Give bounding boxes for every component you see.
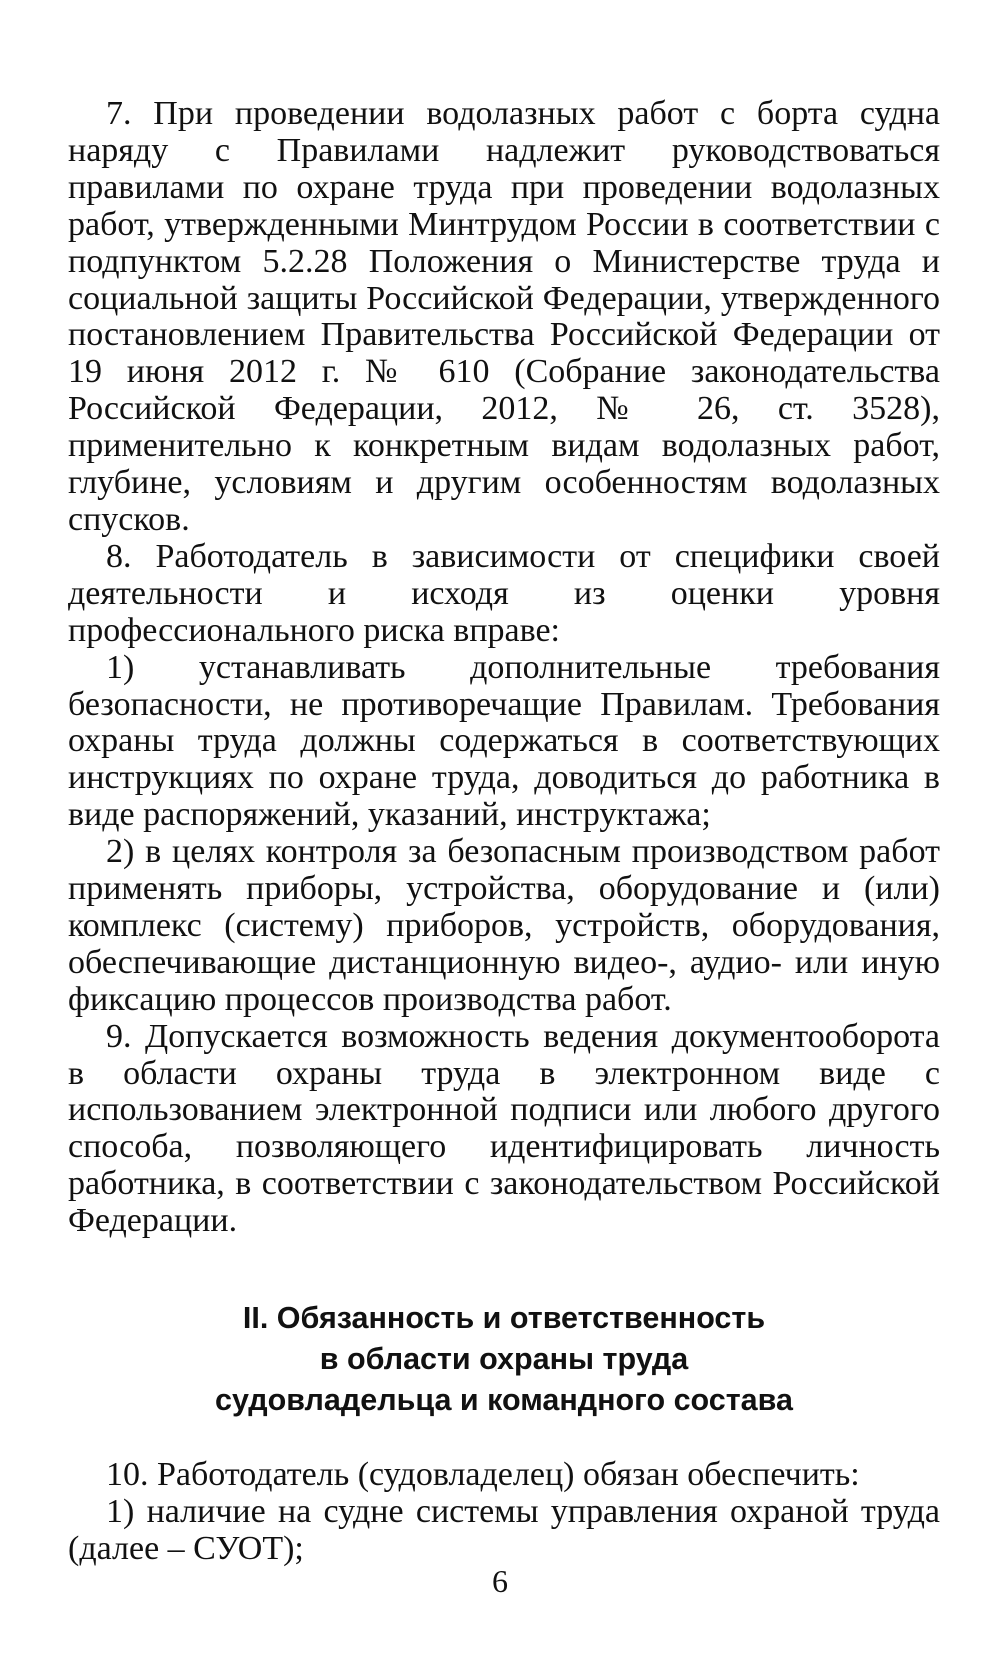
section-text	[68, 1457, 940, 1568]
paragraph-8: 8. Работодатель в зависимости от специфики своей деятельности и исходя из оценки уровня профессионального риска вправе:	[68, 537, 940, 649]
section-heading-line-1: II. Обязанность и ответственность	[242, 1301, 766, 1336]
paragraph-9: 9. Допускается возможность ведения документооборота в области охраны труда в электронном виде с использованием электронной подписи или любого другого способа, позволяющего идентифицировать личность работника, в соответствии с законодательством Российской Федерации.	[68, 1017, 940, 1240]
section-heading	[68, 1298, 940, 1421]
paragraph-10-item-1: 1) наличие на судне системы управления охраной труда (далее – СУОТ);	[68, 1493, 940, 1567]
paragraph-8-item-1: 1) устанавливать дополнительные требования безопасности, не противоречащие Правилам. Требования охраны труда должны содержаться в соответствующих инструкциях по охране труда, доводиться до работника в виде распоряжений, указаний, инструктажа;	[68, 648, 940, 834]
section-heading-line-3: судовладельца и командного состава	[215, 1383, 793, 1418]
paragraph-7: 7. При проведении водолазных работ с борта судна наряду с Правилами надлежит руководствоваться правилами по охране труда при проведении водолазных работ, утвержденными Минтрудом России в соответствии с подпунктом 5.2.28 Положения о Министерстве труда и социальной защиты Российской Федерации, утвержденного постановлением Правительства Российской Федерации от 19 июня 2012 г. № 610 (Собрание законодательства Российской Федерации, 2012, № 26, ст. 3528), применительно к конкретным видам водолазных работ, глубине, условиям и другим особенностям водолазных спусков.	[68, 95, 940, 538]
page-number: 6	[492, 1563, 508, 1599]
paragraph-8-item-2: 2) в целях контроля за безопасным производством работ применять приборы, устройства, оборудование и (или) комплекс (систему) приборов, устройств, оборудования, обеспечивающие дистанционную видео-, аудио- или иную фиксацию процессов производства работ.	[68, 833, 940, 1018]
paragraph-10: 10. Работодатель (судовладелец) обязан обеспечить:	[106, 1456, 860, 1494]
document-page	[68, 96, 940, 1568]
main-text	[68, 96, 940, 1240]
section-heading-line-2: в области охраны труда	[319, 1342, 689, 1377]
